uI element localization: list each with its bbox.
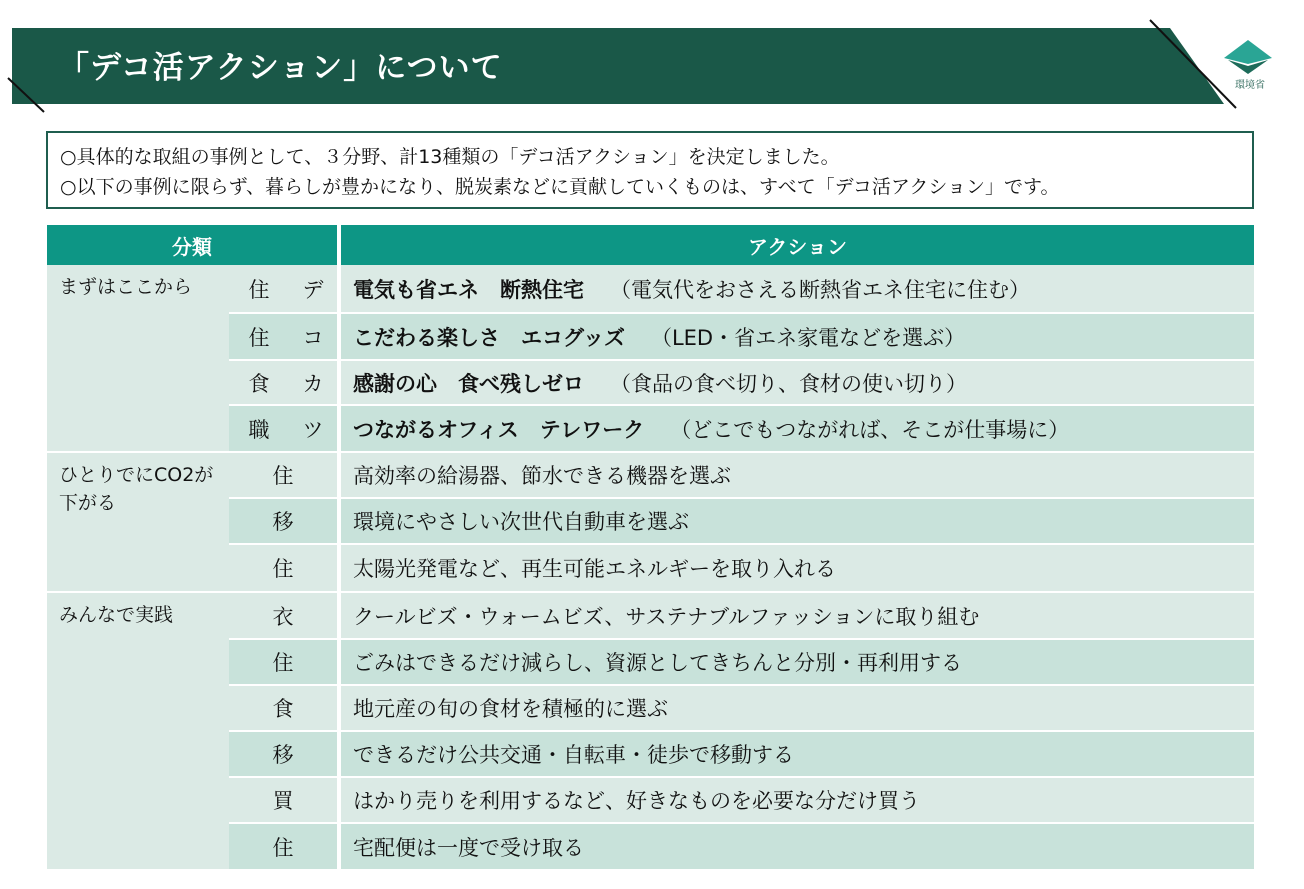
action-detail: （どこでもつながれば、そこが仕事場に） xyxy=(670,417,1070,442)
area-cell: 移 xyxy=(229,730,337,776)
intro-box xyxy=(46,131,1254,209)
action-headline: 感謝の心 食べ残しゼロ xyxy=(353,371,584,396)
area-cell: 住 xyxy=(229,543,337,591)
area-cell: 衣 xyxy=(229,591,337,638)
category-cell: ひとりでにCO2が下がる xyxy=(47,451,229,591)
area-cell: 移 xyxy=(229,497,337,543)
deko-letter-cell: デ xyxy=(289,265,337,312)
area-cell: 食 xyxy=(229,359,289,404)
area-cell: 住 xyxy=(229,312,289,359)
action-cell xyxy=(341,265,1254,312)
action-cell xyxy=(341,359,1254,404)
action-cell: ごみはできるだけ減らし、資源としてきちんと分別・再利用する xyxy=(341,638,1254,684)
logo-label: 環境省 xyxy=(1235,80,1265,91)
category-cell: まずはここから xyxy=(47,265,229,451)
deko-action-table xyxy=(47,225,1254,869)
deko-letter-cell: コ xyxy=(289,312,337,359)
action-headline: つながるオフィス テレワーク xyxy=(353,417,645,442)
table-header-action: アクション xyxy=(341,225,1254,265)
intro-line-1: ○具体的な取組の事例として、３分野、計13種類の「デコ活アクション」を決定しました。 xyxy=(60,146,840,168)
action-cell: はかり売りを利用するなど、好きなものを必要な分だけ買う xyxy=(341,776,1254,822)
deko-letter-cell: カ xyxy=(289,359,337,404)
action-headline: 電気も省エネ 断熱住宅 xyxy=(353,277,584,302)
action-cell xyxy=(341,312,1254,359)
area-cell: 住 xyxy=(229,638,337,684)
action-detail: （食品の食べ切り、食材の使い切り） xyxy=(610,371,967,396)
action-detail: （LED・省エネ家電などを選ぶ） xyxy=(650,325,966,350)
action-cell: 地元産の旬の食材を積極的に選ぶ xyxy=(341,684,1254,730)
action-headline: こだわる楽しさ エコグッズ xyxy=(353,325,625,350)
action-cell: 太陽光発電など、再生可能エネルギーを取り入れる xyxy=(341,543,1254,591)
area-cell: 住 xyxy=(229,265,289,312)
action-cell: クールビズ・ウォームビズ、サステナブルファッションに取り組む xyxy=(341,591,1254,638)
action-cell xyxy=(341,404,1254,451)
category-cell: みんなで実践 xyxy=(47,591,229,869)
action-cell: 高効率の給湯器、節水できる機器を選ぶ xyxy=(341,451,1254,497)
action-cell: 環境にやさしい次世代自動車を選ぶ xyxy=(341,497,1254,543)
area-cell: 職 xyxy=(229,404,289,451)
area-cell: 買 xyxy=(229,776,337,822)
action-cell: 宅配便は一度で受け取る xyxy=(341,822,1254,869)
table-header-category: 分類 xyxy=(47,225,337,265)
intro-line-2: ○以下の事例に限らず、暮らしが豊かになり、脱炭素などに貢献していくものは、すべて「デコ活アクション」です。 xyxy=(60,176,1060,198)
area-cell: 住 xyxy=(229,451,337,497)
area-cell: 食 xyxy=(229,684,337,730)
area-cell: 住 xyxy=(229,822,337,869)
deko-letter-cell: ツ xyxy=(289,404,337,451)
action-detail: （電気代をおさえる断熱省エネ住宅に住む） xyxy=(610,277,1030,302)
action-cell: できるだけ公共交通・自転車・徒歩で移動する xyxy=(341,730,1254,776)
page-title: 「デコ活アクション」について xyxy=(58,50,503,86)
